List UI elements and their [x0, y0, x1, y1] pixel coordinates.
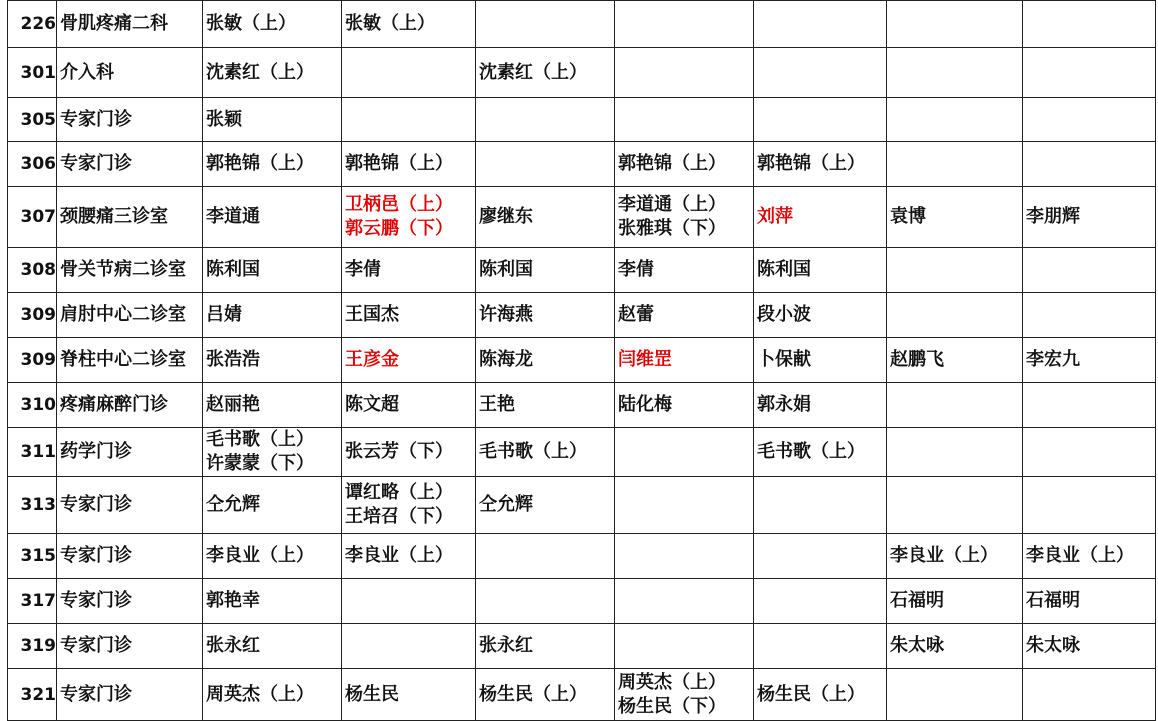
doctor-cell	[754, 142, 887, 187]
doctor-name: 许蒙蒙（下）	[206, 453, 314, 474]
doctor-cell	[754, 187, 887, 248]
doctor-cell	[342, 1, 476, 48]
doctor-cell	[342, 669, 476, 721]
doctor-cell	[887, 383, 1023, 428]
doctor-cell	[476, 1, 615, 48]
doctor-cell	[1023, 1, 1156, 48]
doctor-cell	[203, 187, 342, 248]
doctor-cell	[887, 98, 1023, 142]
table-row	[8, 248, 1156, 293]
doctor-cell	[615, 248, 754, 293]
doctor-cell	[754, 534, 887, 579]
doctor-name: 郭艳锦（上）	[757, 153, 865, 174]
doctor-cell	[476, 248, 615, 293]
doctor-cell	[615, 293, 754, 338]
department-name: 专家门诊	[57, 669, 203, 721]
table-row	[8, 534, 1156, 579]
doctor-cell	[476, 669, 615, 721]
doctor-cell	[203, 669, 342, 721]
doctor-name: 毛书歌（上）	[479, 441, 587, 462]
doctor-cell	[1023, 477, 1156, 534]
doctor-cell	[754, 428, 887, 477]
doctor-name: 陈利国	[479, 259, 533, 280]
doctor-name: 卫柄邑（上）	[345, 194, 453, 215]
doctor-name: 李倩	[345, 259, 381, 280]
room-number: 319	[8, 624, 57, 669]
table-row	[8, 338, 1156, 383]
department-name: 疼痛麻醉门诊	[57, 383, 203, 428]
doctor-cell	[342, 98, 476, 142]
doctor-cell	[887, 579, 1023, 624]
doctor-cell	[887, 187, 1023, 248]
doctor-name: 李倩	[618, 259, 654, 280]
doctor-cell	[615, 428, 754, 477]
doctor-cell	[754, 98, 887, 142]
doctor-name: 袁博	[890, 206, 926, 227]
doctor-cell	[1023, 383, 1156, 428]
doctor-name: 李良业（上）	[890, 545, 998, 566]
doctor-name: 张敏（上）	[345, 13, 435, 34]
room-number: 308	[8, 248, 57, 293]
schedule-body	[8, 1, 1156, 721]
room-number: 226	[8, 1, 57, 48]
doctor-cell	[476, 383, 615, 428]
doctor-cell	[1023, 534, 1156, 579]
doctor-name: 张敏（上）	[206, 13, 296, 34]
doctor-cell	[203, 534, 342, 579]
doctor-cell	[203, 1, 342, 48]
doctor-name: 李朋辉	[1026, 206, 1080, 227]
doctor-cell	[887, 1, 1023, 48]
department-name: 骨关节病二诊室	[57, 248, 203, 293]
doctor-cell	[342, 579, 476, 624]
doctor-name: 王国杰	[345, 304, 399, 325]
doctor-name: 朱太咏	[1026, 635, 1080, 656]
doctor-cell	[615, 1, 754, 48]
doctor-cell	[887, 534, 1023, 579]
doctor-cell	[342, 624, 476, 669]
doctor-cell	[1023, 98, 1156, 142]
doctor-name: 李良业（上）	[345, 545, 453, 566]
doctor-cell	[887, 477, 1023, 534]
department-name: 专家门诊	[57, 142, 203, 187]
room-number: 321	[8, 669, 57, 721]
doctor-cell	[754, 669, 887, 721]
doctor-cell	[476, 98, 615, 142]
doctor-name: 陆化梅	[618, 394, 672, 415]
doctor-cell	[887, 48, 1023, 98]
doctor-cell	[342, 48, 476, 98]
table-row	[8, 383, 1156, 428]
doctor-cell	[754, 248, 887, 293]
table-row	[8, 624, 1156, 669]
doctor-name: 郭永娟	[757, 394, 811, 415]
doctor-cell	[476, 48, 615, 98]
doctor-name: 张浩浩	[206, 349, 260, 370]
doctor-cell	[754, 624, 887, 669]
table-row	[8, 579, 1156, 624]
doctor-name: 赵丽艳	[206, 394, 260, 415]
doctor-cell	[342, 293, 476, 338]
doctor-name: 吕婧	[206, 304, 242, 325]
room-number: 309	[8, 338, 57, 383]
doctor-cell	[476, 338, 615, 383]
doctor-name: 郭艳锦（上）	[345, 153, 453, 174]
doctor-cell	[1023, 293, 1156, 338]
department-name: 肩肘中心二诊室	[57, 293, 203, 338]
doctor-cell	[342, 477, 476, 534]
doctor-cell	[476, 477, 615, 534]
department-name: 脊柱中心二诊室	[57, 338, 203, 383]
department-name: 专家门诊	[57, 477, 203, 534]
doctor-cell	[342, 187, 476, 248]
room-number: 313	[8, 477, 57, 534]
doctor-name: 谭红略（上）	[345, 482, 453, 503]
doctor-cell	[615, 48, 754, 98]
doctor-name: 王培召（下）	[345, 506, 453, 527]
department-name: 专家门诊	[57, 98, 203, 142]
doctor-cell	[615, 579, 754, 624]
table-row	[8, 187, 1156, 248]
doctor-cell	[754, 338, 887, 383]
doctor-name: 张雅琪（下）	[618, 218, 726, 239]
doctor-cell	[342, 383, 476, 428]
doctor-name: 卜保献	[757, 349, 811, 370]
doctor-name: 李良业（上）	[1026, 545, 1134, 566]
table-row	[8, 428, 1156, 477]
doctor-cell	[342, 428, 476, 477]
doctor-name: 王艳	[479, 394, 515, 415]
department-name: 骨肌疼痛二科	[57, 1, 203, 48]
doctor-cell	[1023, 142, 1156, 187]
doctor-cell	[342, 142, 476, 187]
doctor-name: 杨生民（上）	[479, 683, 587, 705]
doctor-name: 张永红	[479, 635, 533, 656]
table-row	[8, 477, 1156, 534]
doctor-cell	[887, 338, 1023, 383]
doctor-cell	[754, 579, 887, 624]
doctor-name: 段小波	[757, 304, 811, 325]
doctor-cell	[754, 48, 887, 98]
table-row	[8, 669, 1156, 721]
doctor-name: 沈素红（上）	[206, 61, 314, 83]
doctor-cell	[476, 187, 615, 248]
doctor-name: 周英杰（上）	[618, 671, 726, 693]
doctor-name: 朱太咏	[890, 635, 944, 656]
doctor-name: 石福明	[890, 590, 944, 611]
doctor-cell	[754, 1, 887, 48]
doctor-cell	[887, 669, 1023, 721]
table-row	[8, 142, 1156, 187]
doctor-cell	[203, 293, 342, 338]
doctor-name: 李良业（上）	[206, 545, 314, 566]
room-number: 309	[8, 293, 57, 338]
doctor-cell	[203, 48, 342, 98]
doctor-name: 李道通	[206, 206, 260, 227]
room-number: 310	[8, 383, 57, 428]
room-number: 305	[8, 98, 57, 142]
doctor-name: 郭艳锦（上）	[206, 153, 314, 174]
doctor-cell	[1023, 48, 1156, 98]
doctor-cell	[476, 142, 615, 187]
doctor-name: 张颖	[206, 108, 242, 130]
doctor-cell	[476, 579, 615, 624]
doctor-name: 廖继东	[479, 206, 533, 227]
doctor-name: 周英杰（上）	[206, 683, 314, 705]
doctor-cell	[887, 142, 1023, 187]
room-number: 301	[8, 48, 57, 98]
doctor-name: 杨生民（下）	[618, 695, 726, 717]
table-row	[8, 98, 1156, 142]
doctor-cell	[615, 98, 754, 142]
doctor-name: 李道通（上）	[618, 194, 726, 215]
doctor-name: 石福明	[1026, 590, 1080, 611]
doctor-cell	[1023, 248, 1156, 293]
department-name: 专家门诊	[57, 534, 203, 579]
doctor-cell	[615, 477, 754, 534]
doctor-name: 闫维罡	[618, 349, 672, 370]
doctor-name: 毛书歌（上）	[757, 441, 865, 462]
doctor-name: 赵鹏飞	[890, 349, 944, 370]
doctor-cell	[203, 142, 342, 187]
doctor-cell	[1023, 338, 1156, 383]
room-number: 311	[8, 428, 57, 477]
doctor-name: 赵蕾	[618, 304, 654, 325]
doctor-name: 郭艳幸	[206, 590, 260, 611]
doctor-name: 沈素红（上）	[479, 61, 587, 83]
doctor-cell	[203, 624, 342, 669]
department-name: 专家门诊	[57, 579, 203, 624]
room-number: 315	[8, 534, 57, 579]
doctor-name: 仝允辉	[479, 494, 533, 515]
doctor-name: 刘萍	[757, 206, 793, 227]
room-number: 306	[8, 142, 57, 187]
doctor-name: 仝允辉	[206, 494, 260, 515]
doctor-name: 毛书歌（上）	[206, 429, 314, 450]
doctor-cell	[1023, 579, 1156, 624]
doctor-name: 张永红	[206, 635, 260, 656]
doctor-cell	[615, 534, 754, 579]
room-number: 317	[8, 579, 57, 624]
table-row	[8, 48, 1156, 98]
doctor-cell	[615, 669, 754, 721]
table-row	[8, 1, 1156, 48]
doctor-cell	[476, 293, 615, 338]
department-name: 颈腰痛三诊室	[57, 187, 203, 248]
doctor-name: 杨生民（上）	[757, 683, 865, 705]
doctor-name: 许海燕	[479, 304, 533, 325]
doctor-cell	[615, 338, 754, 383]
doctor-name: 郭艳锦（上）	[618, 153, 726, 174]
doctor-name: 李宏九	[1026, 349, 1080, 370]
doctor-name: 杨生民	[345, 683, 399, 705]
department-name: 介入科	[57, 48, 203, 98]
doctor-cell	[203, 383, 342, 428]
doctor-cell	[1023, 428, 1156, 477]
doctor-cell	[203, 248, 342, 293]
doctor-cell	[203, 477, 342, 534]
doctor-cell	[203, 579, 342, 624]
doctor-cell	[754, 477, 887, 534]
doctor-name: 王彦金	[345, 349, 399, 370]
department-name: 药学门诊	[57, 428, 203, 477]
doctor-name: 郭云鹏（下）	[345, 218, 453, 239]
doctor-name: 张云芳（下）	[345, 441, 453, 462]
doctor-cell	[615, 624, 754, 669]
doctor-cell	[615, 187, 754, 248]
doctor-cell	[887, 248, 1023, 293]
doctor-cell	[887, 428, 1023, 477]
doctor-cell	[203, 338, 342, 383]
doctor-cell	[476, 428, 615, 477]
schedule-table	[7, 0, 1156, 721]
doctor-cell	[342, 534, 476, 579]
doctor-name: 陈利国	[757, 259, 811, 280]
table-row	[8, 293, 1156, 338]
doctor-cell	[476, 534, 615, 579]
doctor-name: 陈利国	[206, 259, 260, 280]
doctor-cell	[754, 383, 887, 428]
doctor-cell	[1023, 624, 1156, 669]
doctor-cell	[615, 383, 754, 428]
doctor-cell	[754, 293, 887, 338]
doctor-cell	[476, 624, 615, 669]
doctor-cell	[887, 624, 1023, 669]
doctor-cell	[1023, 669, 1156, 721]
department-name: 专家门诊	[57, 624, 203, 669]
room-number: 307	[8, 187, 57, 248]
doctor-cell	[203, 98, 342, 142]
doctor-cell	[1023, 187, 1156, 248]
doctor-cell	[615, 142, 754, 187]
doctor-cell	[342, 248, 476, 293]
doctor-cell	[342, 338, 476, 383]
doctor-cell	[887, 293, 1023, 338]
doctor-name: 陈海龙	[479, 349, 533, 370]
doctor-cell	[203, 428, 342, 477]
doctor-name: 陈文超	[345, 394, 399, 415]
